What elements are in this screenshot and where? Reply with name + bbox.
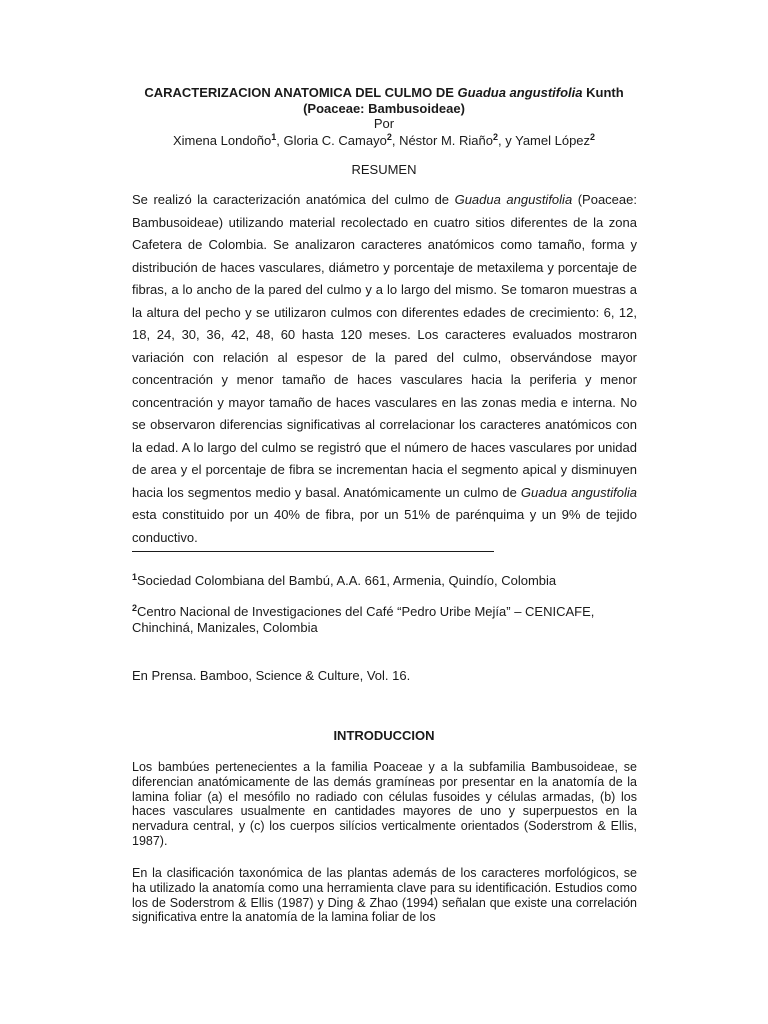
abstract-heading: RESUMEN <box>351 162 417 177</box>
author-affiliation-mark: 1 <box>271 132 277 142</box>
abstract-species: Guadua angustifolia <box>454 192 573 207</box>
abstract-text <box>132 189 637 549</box>
byline: Por <box>373 116 395 131</box>
author-affiliation-mark: 2 <box>386 132 392 142</box>
affiliation-mark: 2 <box>132 603 138 613</box>
title-part2: Kunth <box>582 85 624 100</box>
intro-paragraph: En la clasificación taxonómica de las plantas además de los caracteres morfológicos, se ha utilizado la anatomía como una herramienta clave para su identificación. Estudios como los de Soderstrom & Ellis (1987) y Ding & Zhao (1994) señalan que existe una correlación significativa entre la anatomía de la lamina foliar de los <box>132 866 637 925</box>
author-affiliation-mark: 2 <box>590 132 596 142</box>
document-title <box>100 85 668 117</box>
author-name: Yamel López <box>515 133 591 148</box>
affiliation-mark: 1 <box>132 572 138 582</box>
footnote-divider <box>132 551 494 552</box>
press-note: En Prensa. Bamboo, Science & Culture, Vol. 16. <box>132 668 411 683</box>
author-separator: , y <box>498 133 516 148</box>
author-affiliation-mark: 2 <box>492 132 498 142</box>
affiliation-text: Centro Nacional de Investigaciones del Café “Pedro Uribe Mejía” – CENICAFE, Chinchiná, Manizales, Colombia <box>132 604 595 635</box>
title-line2: (Poaceae: Bambusoideae) <box>303 101 465 116</box>
author-name: Ximena Londoño <box>172 133 272 148</box>
affiliation-1 <box>132 573 637 589</box>
introduction-heading: INTRODUCCION <box>333 728 435 743</box>
author-separator: , <box>391 133 400 148</box>
author-list <box>100 133 668 149</box>
author-name: Néstor M. Riaño <box>399 133 493 148</box>
abstract-segment: esta constituido por un 40% de fibra, por un 51% de parénquima y un 9% de tejido conductivo. <box>132 507 637 545</box>
title-species: Guadua angustifolia <box>457 85 583 100</box>
intro-paragraph: Los bambúes pertenecientes a la familia Poaceae y a la subfamilia Bambusoideae, se diferencian anatómicamente de las demás gramíneas por presentar en la anatomía de la lamina foliar (a) el mesófilo no radiado con células fusoides y células armadas, (b) los haces vasculares usualmente en cantidades mayores de uno y superpuestos en la nervadura central, y (c) los cuerpos silícios verticalmente orientados (Soderstrom & Ellis, 1987). <box>132 760 637 848</box>
author-separator: , <box>276 133 284 148</box>
affiliation-text: Sociedad Colombiana del Bambú, A.A. 661, Armenia, Quindío, Colombia <box>137 573 557 588</box>
abstract-segment: Se realizó la caracterización anatómica del culmo de <box>132 192 455 207</box>
title-part1: CARACTERIZACION ANATOMICA DEL CULMO DE <box>144 85 458 100</box>
affiliation-2 <box>132 604 637 636</box>
abstract-segment: (Poaceae: Bambusoideae) utilizando material recolectado en cuatro sitios diferentes de la zona Cafetera de Colombia. Se analizaron caracteres anatómicos como tamaño, forma y distribución de haces vasculares, diámetro y porcentaje de metaxilema y porcentaje de fibras, a lo ancho de la pared del culmo y a lo largo del mismo. Se tomaron muestras a la altura del pecho y se utilizaron culmos con diferentes edades de crecimiento: 6, 12, 18, 24, 30, 36, 42, 48, 60 hasta 120 meses. Los caracteres evaluados mostraron variación con relación al espesor de la pared del culmo, observándose mayor concentración y menor tamaño de haces vasculares hacia la periferia y menor concentración y mayor tamaño de haces vasculares en las zonas media e interna. No se observaron diferencias significativas al correlacionar los caracteres anatómicos con la edad. A lo largo del culmo se registró que el número de haces vasculares por unidad de area y el porcentaje de fibra se incrementan hacia el segmento apical y disminuyen hacia los segmentos medio y basal. Anatómicamente un culmo de <box>132 192 637 500</box>
abstract-species: Guadua angustifolia <box>520 484 637 500</box>
author-name: Gloria C. Camayo <box>283 133 387 148</box>
